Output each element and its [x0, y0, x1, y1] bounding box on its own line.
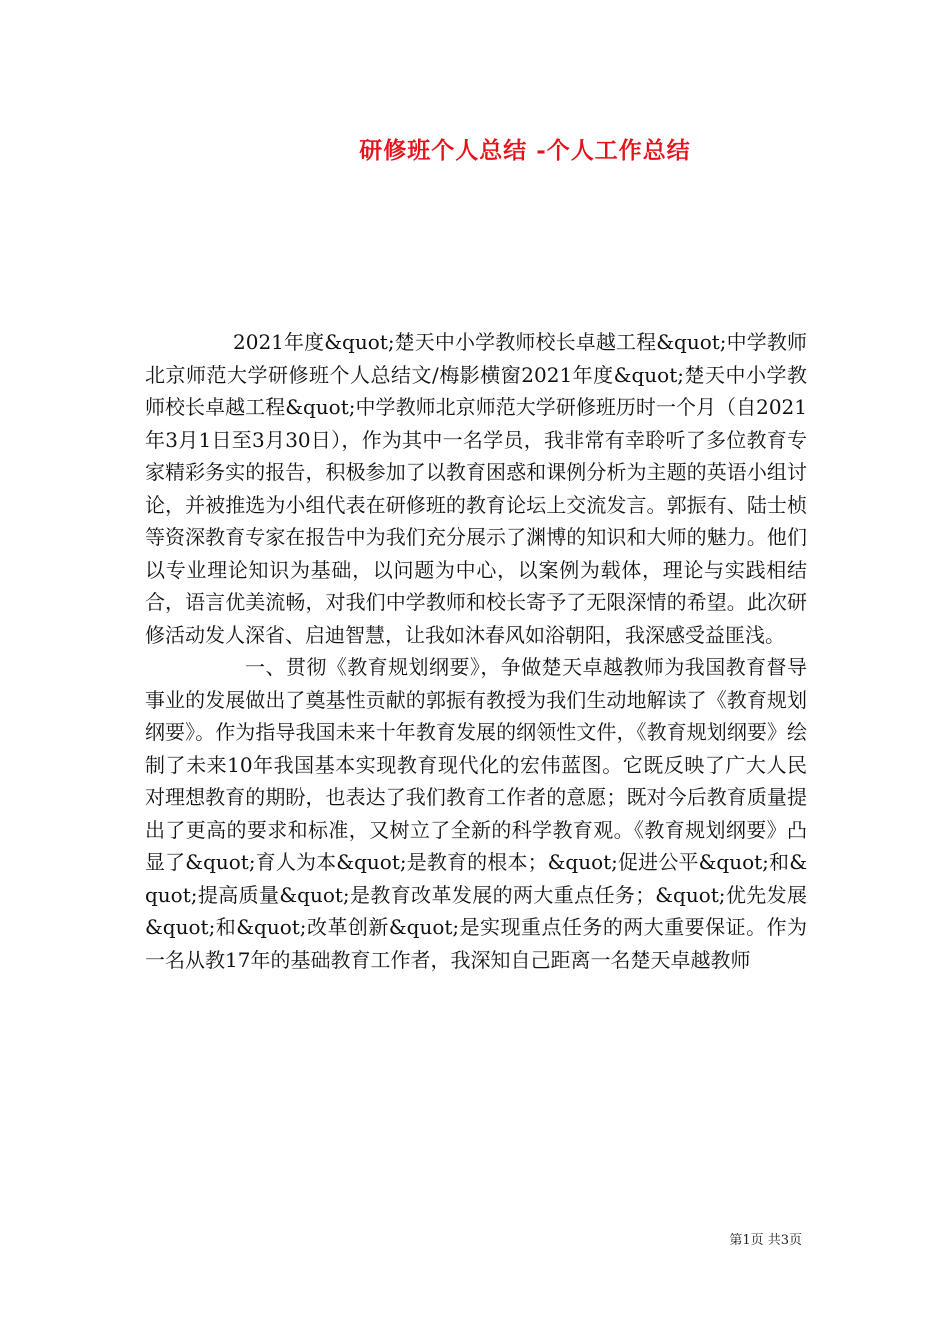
paragraph-section-one: 一、贯彻《教育规划纲要》，争做楚天卓越教师为我国教育督导事业的发展做出了奠基性贡献的郭振有教授为我们生动地解读了《教育规划纲要》。作为指导我国未来十年教育发展的纲领性文件，《教育规划纲要》绘制了未来10年我国基本实现教育现代化的宏伟蓝图。它既反映了广大人民对理想教育的期盼，也表达了我们教育工作者的意愿；既对今后教育质量提出了更高的要求和标准，又树立了全新的科学教育观。《教育规划纲要》凸显了&quot;育人为本&quot;是教育的根本；&quot;促进公平&quot;和&quot;提高质量&quot;是教育改革发展的两大重点任务；&quot;优先发展&quot;和&quot;改革创新&quot;是实现重点任务的两大重要保证。作为一名从教17年的基础教育工作者，我深知自己距离一名楚天卓越教师	[145, 655, 807, 972]
paragraph-intro: 2021年度&quot;楚天中小学教师校长卓越工程&quot;中学教师北京师范大学研修班个人总结文/梅影横窗2021年度&quot;楚天中小学教师校长卓越工程&quot;中学教师北京师范大学研修班历时一个月（自2021年3月1日至3月30日），作为其中一名学员，我非常有幸聆听了多位教育专家精彩务实的报告，积极参加了以教育困惑和课例分析为主题的英语小组讨论，并被推选为小组代表在研修班的教育论坛上交流发言。郭振有、陆士桢等资深教育专家在报告中为我们充分展示了渊博的知识和大师的魅力。他们以专业理论知识为基础，以问题为中心，以案例为载体，理论与实践相结合，语言优美流畅，对我们中学教师和校长寄予了无限深情的希望。此次研修活动发人深省、启迪智慧，让我如沐春风如浴朝阳，我深感受益匪浅。	[145, 330, 807, 647]
document-body	[145, 326, 807, 976]
document-title: 研修班个人总结 -个人工作总结	[359, 137, 691, 164]
page-number: 第1页 共3页	[729, 1233, 802, 1248]
